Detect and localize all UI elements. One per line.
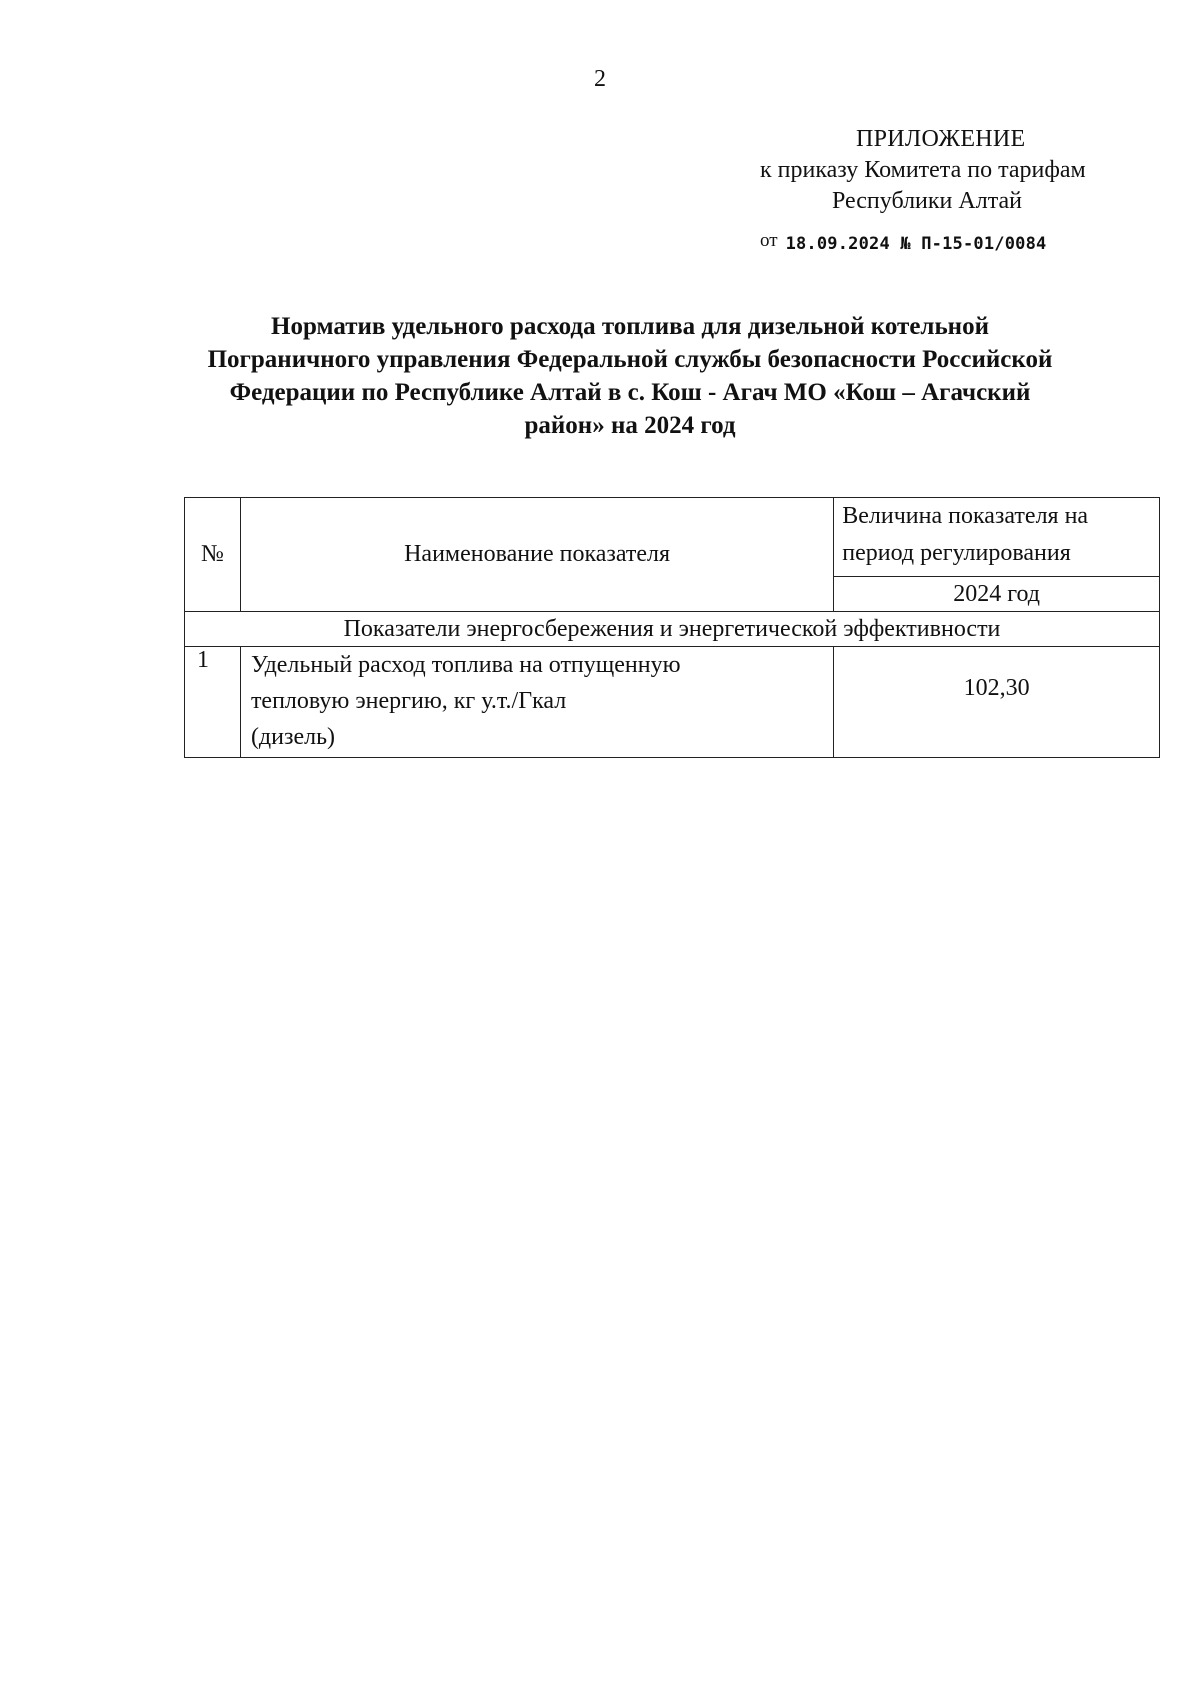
- section-title: Показатели энергосбережения и энергетической эффективности: [185, 612, 1160, 647]
- row-indicator-name-line: тепловую энергию, кг у.т./Гкал: [250, 688, 567, 714]
- table-section-row: [185, 612, 1160, 647]
- document-title-line: Федерации по Республике Алтай в с. Кош - Агач МО «Кош – Агачский: [229, 379, 1031, 406]
- header-number: №: [185, 498, 241, 612]
- header-indicator-name: Наименование показателя: [240, 498, 833, 612]
- table-row: [185, 647, 1160, 758]
- page-number: 2: [594, 66, 606, 92]
- table-header-row: [185, 498, 1160, 577]
- annex-date-line: [760, 225, 1180, 260]
- document-title-line: Норматив удельного расхода топлива для дизельной котельной: [271, 313, 989, 340]
- annex-block: [760, 124, 1180, 260]
- row-indicator-value: 102,30: [834, 647, 1160, 758]
- document-title: [180, 310, 1080, 442]
- document-title-line: район» на 2024 год: [524, 412, 736, 439]
- header-indicator-value: Величина показателя на период регулирования: [834, 498, 1160, 577]
- annex-title: ПРИЛОЖЕНИЕ: [856, 126, 1026, 152]
- annex-order-reference: к приказу Комитета по тарифам: [760, 157, 1086, 183]
- norm-table: [184, 497, 1160, 758]
- annex-region: Республики Алтай: [832, 188, 1022, 214]
- row-indicator-name-line: Удельный расход топлива на отпущенную: [250, 652, 681, 678]
- annex-date-prefix: от: [760, 230, 778, 251]
- row-indicator-name-line: (дизель): [250, 724, 336, 750]
- document-title-line: Пограничного управления Федеральной службы безопасности Российской: [207, 346, 1053, 373]
- row-number: 1: [185, 647, 241, 758]
- header-year: 2024 год: [834, 577, 1160, 612]
- row-indicator-name: [240, 647, 833, 758]
- annex-date-stamp: 18.09.2024 № П-15-01/0084: [785, 234, 1047, 254]
